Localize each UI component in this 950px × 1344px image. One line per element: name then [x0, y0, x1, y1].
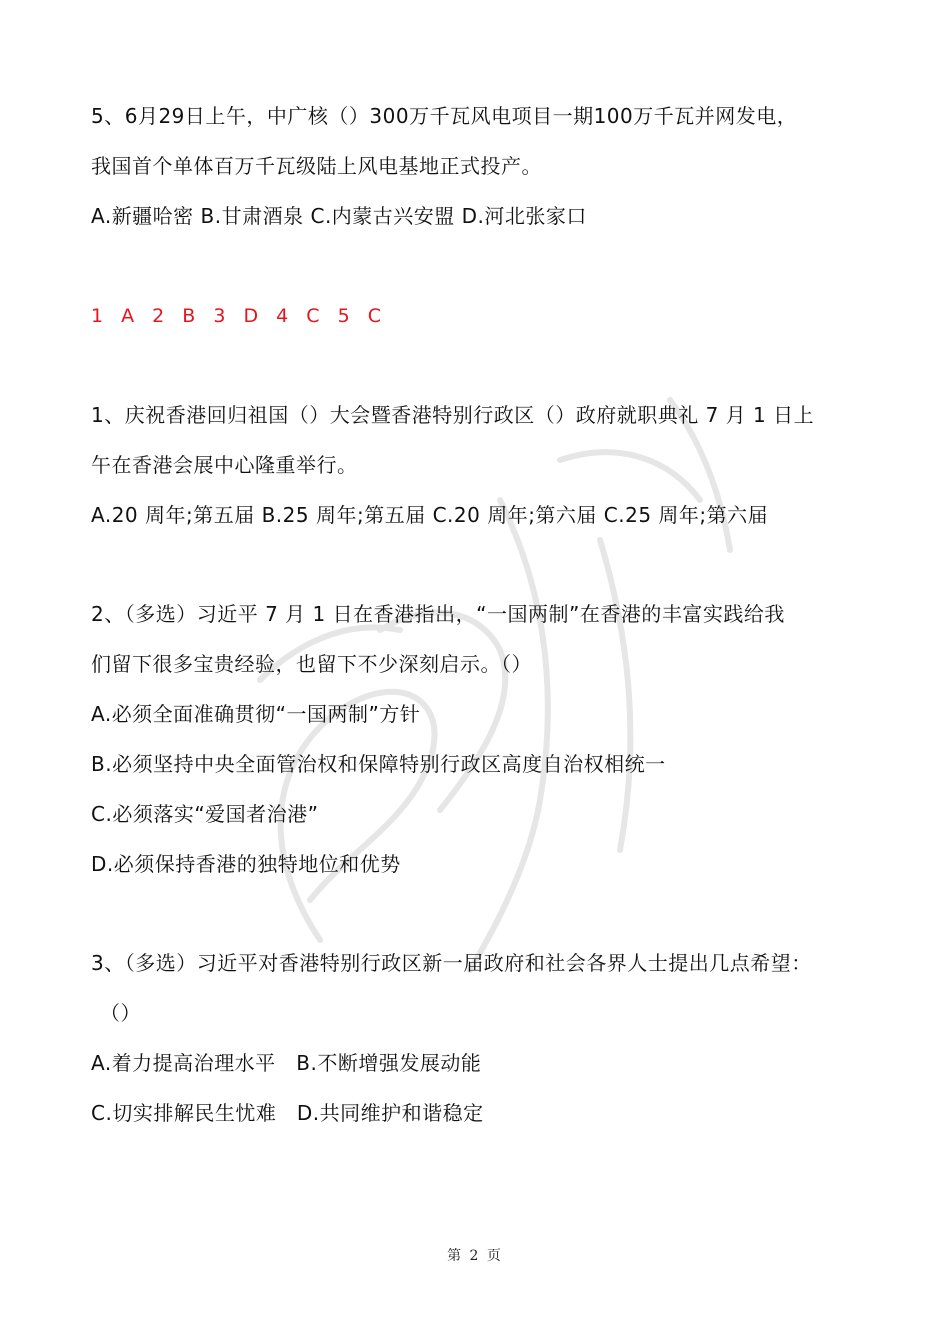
question-2-option-c: C.必须落实“爱国者治港” [91, 802, 319, 826]
question-1-options: A.20 周年;第五届 B.25 周年;第五届 C.20 周年;第六届 C.25 周年;第六届 [91, 503, 769, 527]
question-2-option-d: D.必须保持香港的独特地位和优势 [91, 852, 401, 876]
question-3-line-1: 3、（多选）习近平对香港特别行政区新一届政府和社会各界人士提出几点希望： [91, 951, 812, 975]
page-number: 第 2 页 [447, 1248, 503, 1264]
question-1-line-1: 1、庆祝香港回归祖国（）大会暨香港特别行政区（）政府就职典礼 7 月 1 日上 [91, 403, 815, 427]
question-2-option-a: A.必须全面准确贯彻“一国两制”方针 [91, 702, 421, 726]
question-2-line-2: 们留下很多宝贵经验，也留下不少深刻启示。（） [91, 652, 532, 676]
question-1-line-2: 午在香港会展中心隆重举行。 [91, 453, 358, 477]
question-5-line-2: 我国首个单体百万千瓦级陆上风电基地正式投产。 [91, 154, 542, 178]
question-3-options-ab: A.着力提高治理水平 B.不断增强发展动能 [91, 1051, 482, 1075]
question-2-line-1: 2、（多选）习近平 7 月 1 日在香港指出，“一国两制”在香港的丰富实践给我 [91, 602, 785, 626]
question-3-options-cd: C.切实排解民生忧难 D.共同维护和谐稳定 [91, 1101, 484, 1125]
question-5-line-1: 5、6月29日上午，中广核（）300万千瓦风电项目一期100万千瓦并网发电， [91, 104, 798, 128]
answer-key: 1 A 2 B 3 D 4 C 5 C [91, 305, 387, 327]
question-5-options: A.新疆哈密 B.甘肃酒泉 C.内蒙古兴安盟 D.河北张家口 [91, 204, 587, 228]
question-2-option-b: B.必须坚持中央全面管治权和保障特别行政区高度自治权相统一 [91, 752, 666, 776]
question-3-line-2: （） [100, 1001, 141, 1025]
